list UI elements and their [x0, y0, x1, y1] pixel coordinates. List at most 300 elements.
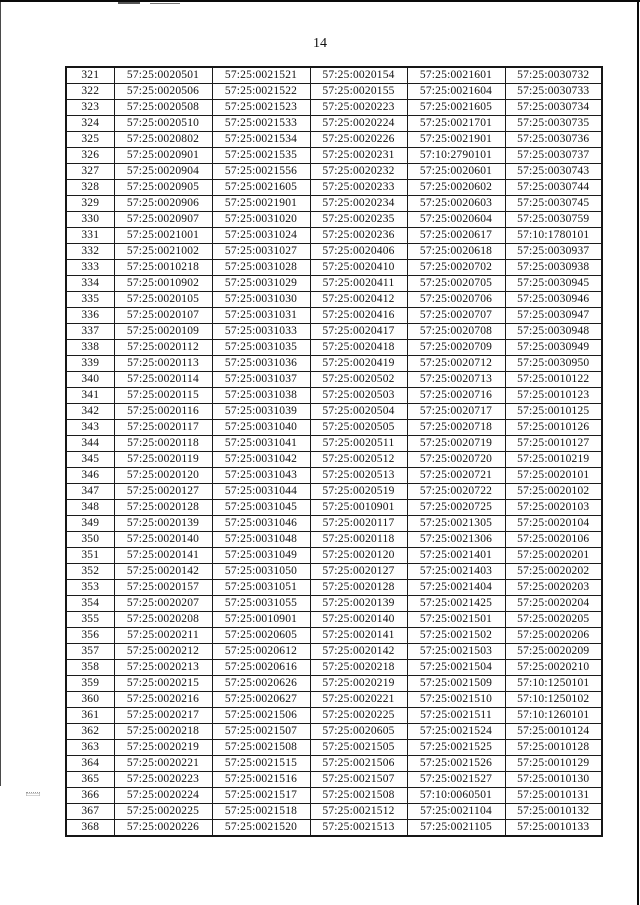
table-row [66, 404, 602, 420]
data-cell: 57:25:0020155 [310, 84, 407, 100]
data-cell: 57:25:0020141 [310, 628, 407, 644]
data-cell: 57:25:0030945 [505, 276, 602, 292]
data-cell: 57:25:0020217 [114, 708, 212, 724]
data-cell: 57:25:0030737 [505, 148, 602, 164]
row-number-cell: 331 [66, 228, 114, 244]
table-row [66, 260, 602, 276]
data-cell: 57:25:0020127 [310, 564, 407, 580]
table-row [66, 788, 602, 804]
data-cell: 57:25:0031029 [212, 276, 310, 292]
data-cell: 57:25:0020113 [114, 356, 212, 372]
data-cell: 57:25:0010129 [505, 756, 602, 772]
table-row [66, 324, 602, 340]
data-cell: 57:25:0030938 [505, 260, 602, 276]
data-cell: 57:25:0020406 [310, 244, 407, 260]
row-number-cell: 355 [66, 612, 114, 628]
data-cell: 57:25:0031028 [212, 260, 310, 276]
data-cell: 57:25:0010127 [505, 436, 602, 452]
data-cell: 57:25:0030950 [505, 356, 602, 372]
data-cell: 57:25:0031055 [212, 596, 310, 612]
scan-artifact-right-line [637, 0, 639, 905]
data-cell: 57:25:0021504 [407, 660, 505, 676]
data-cell: 57:25:0021404 [407, 580, 505, 596]
reference-number-table [65, 66, 603, 837]
data-cell: 57:25:0020103 [505, 500, 602, 516]
data-cell: 57:25:0021523 [212, 100, 310, 116]
data-cell: 57:25:0010132 [505, 804, 602, 820]
data-cell: 57:25:0030743 [505, 164, 602, 180]
data-cell: 57:25:0020139 [114, 516, 212, 532]
data-cell: 57:25:0020418 [310, 340, 407, 356]
row-number-cell: 352 [66, 564, 114, 580]
data-cell: 57:25:0020512 [310, 452, 407, 468]
data-cell: 57:25:0020705 [407, 276, 505, 292]
data-cell: 57:25:0020605 [310, 724, 407, 740]
row-number-cell: 350 [66, 532, 114, 548]
table-row [66, 532, 602, 548]
data-cell: 57:25:0010219 [505, 452, 602, 468]
data-cell: 57:25:0020206 [505, 628, 602, 644]
data-cell: 57:25:0031048 [212, 532, 310, 548]
data-cell: 57:25:0020702 [407, 260, 505, 276]
data-cell: 57:25:0031039 [212, 404, 310, 420]
data-cell: 57:25:0030735 [505, 116, 602, 132]
row-number-cell: 334 [66, 276, 114, 292]
table-row [66, 676, 602, 692]
data-cell: 57:25:0020722 [407, 484, 505, 500]
row-number-cell: 325 [66, 132, 114, 148]
data-cell: 57:25:0020218 [114, 724, 212, 740]
data-cell: 57:25:0020720 [407, 452, 505, 468]
table-body [66, 67, 602, 836]
data-cell: 57:25:0020232 [310, 164, 407, 180]
data-cell: 57:25:0020204 [505, 596, 602, 612]
data-cell: 57:25:0020112 [114, 340, 212, 356]
data-cell: 57:25:0021901 [407, 132, 505, 148]
data-cell: 57:25:0020236 [310, 228, 407, 244]
data-cell: 57:25:0020602 [407, 180, 505, 196]
row-number-cell: 344 [66, 436, 114, 452]
data-cell: 57:25:0020707 [407, 308, 505, 324]
data-cell: 57:25:0020411 [310, 276, 407, 292]
table-row [66, 84, 602, 100]
row-number-cell: 361 [66, 708, 114, 724]
data-cell: 57:25:0020617 [407, 228, 505, 244]
row-number-cell: 357 [66, 644, 114, 660]
data-cell: 57:25:0031038 [212, 388, 310, 404]
data-cell: 57:25:0020105 [114, 292, 212, 308]
row-number-cell: 348 [66, 500, 114, 516]
data-cell: 57:25:0021001 [114, 228, 212, 244]
data-cell: 57:25:0021601 [407, 67, 505, 84]
data-cell: 57:25:0020142 [310, 644, 407, 660]
data-cell: 57:25:0021535 [212, 148, 310, 164]
data-cell: 57:25:0021503 [407, 644, 505, 660]
table-row [66, 372, 602, 388]
data-cell: 57:25:0020216 [114, 692, 212, 708]
data-cell: 57:25:0020417 [310, 324, 407, 340]
data-cell: 57:25:0020901 [114, 148, 212, 164]
data-cell: 57:25:0020906 [114, 196, 212, 212]
row-number-cell: 366 [66, 788, 114, 804]
page-number: 14 [313, 36, 327, 51]
table-row [66, 564, 602, 580]
table-row [66, 772, 602, 788]
table-row [66, 388, 602, 404]
data-cell: 57:25:0020208 [114, 612, 212, 628]
table-row [66, 548, 602, 564]
data-cell: 57:25:0020511 [310, 436, 407, 452]
data-cell: 57:25:0010125 [505, 404, 602, 420]
data-cell: 57:25:0021526 [407, 756, 505, 772]
data-cell: 57:25:0021505 [310, 740, 407, 756]
table-row [66, 67, 602, 84]
data-cell: 57:25:0010133 [505, 820, 602, 837]
data-cell: 57:25:0021104 [407, 804, 505, 820]
data-cell: 57:10:1780101 [505, 228, 602, 244]
row-number-cell: 365 [66, 772, 114, 788]
data-cell: 57:25:0020218 [310, 660, 407, 676]
scan-artifact-left-line [0, 2, 1, 786]
table-row [66, 740, 602, 756]
data-cell: 57:25:0020601 [407, 164, 505, 180]
data-cell: 57:25:0020202 [505, 564, 602, 580]
table-row [66, 708, 602, 724]
data-cell: 57:25:0021403 [407, 564, 505, 580]
data-cell: 57:25:0030946 [505, 292, 602, 308]
data-cell: 57:25:0010901 [212, 612, 310, 628]
data-cell: 57:25:0020706 [407, 292, 505, 308]
table-row [66, 276, 602, 292]
data-cell: 57:25:0010128 [505, 740, 602, 756]
row-number-cell: 338 [66, 340, 114, 356]
data-cell: 57:25:0030759 [505, 212, 602, 228]
data-cell: 57:25:0021604 [407, 84, 505, 100]
row-number-cell: 362 [66, 724, 114, 740]
row-number-cell: 323 [66, 100, 114, 116]
data-cell: 57:25:0010123 [505, 388, 602, 404]
table-row [66, 580, 602, 596]
data-cell: 57:25:0021524 [407, 724, 505, 740]
data-cell: 57:25:0020503 [310, 388, 407, 404]
table-row [66, 180, 602, 196]
data-cell: 57:25:0031045 [212, 500, 310, 516]
data-cell: 57:25:0030744 [505, 180, 602, 196]
data-cell: 57:25:0021521 [212, 67, 310, 84]
data-cell: 57:25:0021506 [310, 756, 407, 772]
row-number-cell: 347 [66, 484, 114, 500]
data-cell: 57:25:0020223 [114, 772, 212, 788]
table-row [66, 292, 602, 308]
data-cell: 57:25:0021534 [212, 132, 310, 148]
data-cell: 57:25:0020104 [505, 516, 602, 532]
data-cell: 57:25:0020127 [114, 484, 212, 500]
row-number-cell: 346 [66, 468, 114, 484]
data-cell: 57:25:0021105 [407, 820, 505, 837]
table-row [66, 228, 602, 244]
row-number-cell: 339 [66, 356, 114, 372]
table-row [66, 644, 602, 660]
data-cell: 57:25:0021605 [407, 100, 505, 116]
table-row [66, 212, 602, 228]
data-cell: 57:25:0021507 [212, 724, 310, 740]
table-row [66, 356, 602, 372]
data-cell: 57:25:0030732 [505, 67, 602, 84]
data-cell: 57:25:0020117 [114, 420, 212, 436]
data-cell: 57:25:0020154 [310, 67, 407, 84]
data-cell: 57:25:0020207 [114, 596, 212, 612]
data-cell: 57:25:0031027 [212, 244, 310, 260]
row-number-cell: 356 [66, 628, 114, 644]
table-row [66, 308, 602, 324]
table-row [66, 516, 602, 532]
row-number-cell: 367 [66, 804, 114, 820]
data-cell: 57:25:0020231 [310, 148, 407, 164]
data-cell: 57:25:0020802 [114, 132, 212, 148]
data-cell: 57:25:0021506 [212, 708, 310, 724]
data-cell: 57:25:0010126 [505, 420, 602, 436]
data-cell: 57:25:0020605 [212, 628, 310, 644]
data-cell: 57:25:0020116 [114, 404, 212, 420]
data-cell: 57:25:0020212 [114, 644, 212, 660]
data-cell: 57:25:0020219 [310, 676, 407, 692]
data-cell: 57:25:0020907 [114, 212, 212, 228]
row-number-cell: 359 [66, 676, 114, 692]
data-cell: 57:25:0021508 [212, 740, 310, 756]
scan-artifact-speckle [26, 792, 40, 796]
row-number-cell: 345 [66, 452, 114, 468]
data-cell: 57:25:0021510 [407, 692, 505, 708]
row-number-cell: 330 [66, 212, 114, 228]
data-cell: 57:25:0021502 [407, 628, 505, 644]
data-cell: 57:25:0020119 [114, 452, 212, 468]
row-number-cell: 321 [66, 67, 114, 84]
data-cell: 57:25:0020725 [407, 500, 505, 516]
data-cell: 57:25:0020157 [114, 580, 212, 596]
data-cell: 57:25:0030733 [505, 84, 602, 100]
data-cell: 57:25:0020502 [310, 372, 407, 388]
data-cell: 57:25:0021401 [407, 548, 505, 564]
data-cell: 57:25:0020221 [310, 692, 407, 708]
data-cell: 57:25:0020233 [310, 180, 407, 196]
row-number-cell: 327 [66, 164, 114, 180]
data-cell: 57:25:0021511 [407, 708, 505, 724]
data-cell: 57:25:0020224 [114, 788, 212, 804]
data-cell: 57:25:0030948 [505, 324, 602, 340]
table-row [66, 436, 602, 452]
data-cell: 57:25:0020627 [212, 692, 310, 708]
data-cell: 57:25:0020505 [310, 420, 407, 436]
table-row [66, 100, 602, 116]
data-cell: 57:25:0020140 [114, 532, 212, 548]
data-cell: 57:25:0020904 [114, 164, 212, 180]
data-cell: 57:25:0031037 [212, 372, 310, 388]
data-cell: 57:25:0020142 [114, 564, 212, 580]
data-cell: 57:25:0021508 [310, 788, 407, 804]
data-cell: 57:25:0031035 [212, 340, 310, 356]
data-cell: 57:25:0031049 [212, 548, 310, 564]
data-cell: 57:25:0030745 [505, 196, 602, 212]
data-cell: 57:25:0020224 [310, 116, 407, 132]
data-cell: 57:25:0020412 [310, 292, 407, 308]
data-cell: 57:25:0031051 [212, 580, 310, 596]
data-cell: 57:10:1260101 [505, 708, 602, 724]
data-cell: 57:25:0021518 [212, 804, 310, 820]
row-number-cell: 326 [66, 148, 114, 164]
table-row [66, 340, 602, 356]
data-cell: 57:25:0020118 [310, 532, 407, 548]
data-cell: 57:25:0020719 [407, 436, 505, 452]
data-cell: 57:25:0031044 [212, 484, 310, 500]
data-cell: 57:25:0020419 [310, 356, 407, 372]
data-cell: 57:25:0020211 [114, 628, 212, 644]
row-number-cell: 324 [66, 116, 114, 132]
table-row [66, 596, 602, 612]
data-cell: 57:25:0021517 [212, 788, 310, 804]
data-cell: 57:25:0020508 [114, 100, 212, 116]
data-cell: 57:25:0030949 [505, 340, 602, 356]
data-cell: 57:25:0031046 [212, 516, 310, 532]
data-cell: 57:25:0020234 [310, 196, 407, 212]
data-cell: 57:25:0010901 [310, 500, 407, 516]
row-number-cell: 360 [66, 692, 114, 708]
row-number-cell: 340 [66, 372, 114, 388]
data-cell: 57:25:0020504 [310, 404, 407, 420]
data-cell: 57:25:0020101 [505, 468, 602, 484]
data-cell: 57:25:0031042 [212, 452, 310, 468]
data-cell: 57:10:0060501 [407, 788, 505, 804]
data-cell: 57:10:1250101 [505, 676, 602, 692]
data-cell: 57:25:0021520 [212, 820, 310, 837]
table-row [66, 804, 602, 820]
data-cell: 57:25:0020618 [407, 244, 505, 260]
row-number-cell: 337 [66, 324, 114, 340]
data-cell: 57:25:0021533 [212, 116, 310, 132]
data-cell: 57:25:0021556 [212, 164, 310, 180]
data-cell: 57:25:0021901 [212, 196, 310, 212]
row-number-cell: 333 [66, 260, 114, 276]
data-cell: 57:25:0020102 [505, 484, 602, 500]
scan-artifact-dash [118, 2, 140, 4]
data-cell: 57:25:0010218 [114, 260, 212, 276]
data-cell: 57:25:0020718 [407, 420, 505, 436]
row-number-cell: 351 [66, 548, 114, 564]
row-number-cell: 328 [66, 180, 114, 196]
table-row [66, 756, 602, 772]
data-cell: 57:25:0020501 [114, 67, 212, 84]
scan-artifact-top-line [0, 0, 640, 2]
table-row [66, 628, 602, 644]
data-cell: 57:25:0021501 [407, 612, 505, 628]
data-cell: 57:25:0031036 [212, 356, 310, 372]
data-cell: 57:25:0020604 [407, 212, 505, 228]
data-cell: 57:25:0021507 [310, 772, 407, 788]
data-cell: 57:25:0010122 [505, 372, 602, 388]
data-cell: 57:25:0030947 [505, 308, 602, 324]
data-cell: 57:25:0020626 [212, 676, 310, 692]
row-number-cell: 354 [66, 596, 114, 612]
data-cell: 57:25:0020120 [114, 468, 212, 484]
data-cell: 57:25:0021305 [407, 516, 505, 532]
data-cell: 57:25:0020226 [310, 132, 407, 148]
data-cell: 57:25:0020410 [310, 260, 407, 276]
data-cell: 57:25:0021515 [212, 756, 310, 772]
data-cell: 57:25:0020223 [310, 100, 407, 116]
table-row [66, 244, 602, 260]
data-cell: 57:25:0020209 [505, 644, 602, 660]
data-cell: 57:25:0030937 [505, 244, 602, 260]
data-cell: 57:25:0020128 [310, 580, 407, 596]
data-cell: 57:25:0020721 [407, 468, 505, 484]
table-row [66, 148, 602, 164]
row-number-cell: 363 [66, 740, 114, 756]
table-row [66, 164, 602, 180]
data-cell: 57:25:0020201 [505, 548, 602, 564]
data-cell: 57:25:0020905 [114, 180, 212, 196]
data-cell: 57:25:0031033 [212, 324, 310, 340]
data-cell: 57:25:0010902 [114, 276, 212, 292]
row-number-cell: 358 [66, 660, 114, 676]
data-cell: 57:25:0031040 [212, 420, 310, 436]
data-cell: 57:25:0020140 [310, 612, 407, 628]
data-cell: 57:25:0020215 [114, 676, 212, 692]
row-number-cell: 336 [66, 308, 114, 324]
data-cell: 57:25:0031020 [212, 212, 310, 228]
data-cell: 57:25:0020210 [505, 660, 602, 676]
data-cell: 57:25:0020115 [114, 388, 212, 404]
table-row [66, 660, 602, 676]
row-number-cell: 353 [66, 580, 114, 596]
data-cell: 57:25:0021525 [407, 740, 505, 756]
data-cell: 57:25:0031043 [212, 468, 310, 484]
data-cell: 57:25:0020109 [114, 324, 212, 340]
data-cell: 57:25:0021516 [212, 772, 310, 788]
table-row [66, 820, 602, 837]
table-row [66, 196, 602, 212]
table-row [66, 468, 602, 484]
data-cell: 57:25:0020114 [114, 372, 212, 388]
data-cell: 57:25:0020712 [407, 356, 505, 372]
row-number-cell: 368 [66, 820, 114, 837]
data-cell: 57:25:0020709 [407, 340, 505, 356]
scan-artifact-dash [150, 3, 180, 4]
data-cell: 57:25:0020213 [114, 660, 212, 676]
row-number-cell: 335 [66, 292, 114, 308]
data-cell: 57:10:2790101 [407, 148, 505, 164]
table-row [66, 132, 602, 148]
data-cell: 57:25:0020107 [114, 308, 212, 324]
data-cell: 57:25:0020139 [310, 596, 407, 612]
data-cell: 57:25:0020717 [407, 404, 505, 420]
table-row [66, 116, 602, 132]
data-cell: 57:25:0020513 [310, 468, 407, 484]
data-cell: 57:25:0031050 [212, 564, 310, 580]
data-cell: 57:25:0010131 [505, 788, 602, 804]
data-cell: 57:25:0020510 [114, 116, 212, 132]
data-cell: 57:25:0020106 [505, 532, 602, 548]
data-cell: 57:25:0030736 [505, 132, 602, 148]
data-cell: 57:25:0021425 [407, 596, 505, 612]
data-cell: 57:25:0020519 [310, 484, 407, 500]
data-cell: 57:25:0020713 [407, 372, 505, 388]
data-cell: 57:25:0020141 [114, 548, 212, 564]
data-cell: 57:25:0020708 [407, 324, 505, 340]
data-cell: 57:25:0020603 [407, 196, 505, 212]
data-cell: 57:25:0020128 [114, 500, 212, 516]
data-cell: 57:25:0020203 [505, 580, 602, 596]
data-cell: 57:25:0020226 [114, 820, 212, 837]
table-row [66, 452, 602, 468]
